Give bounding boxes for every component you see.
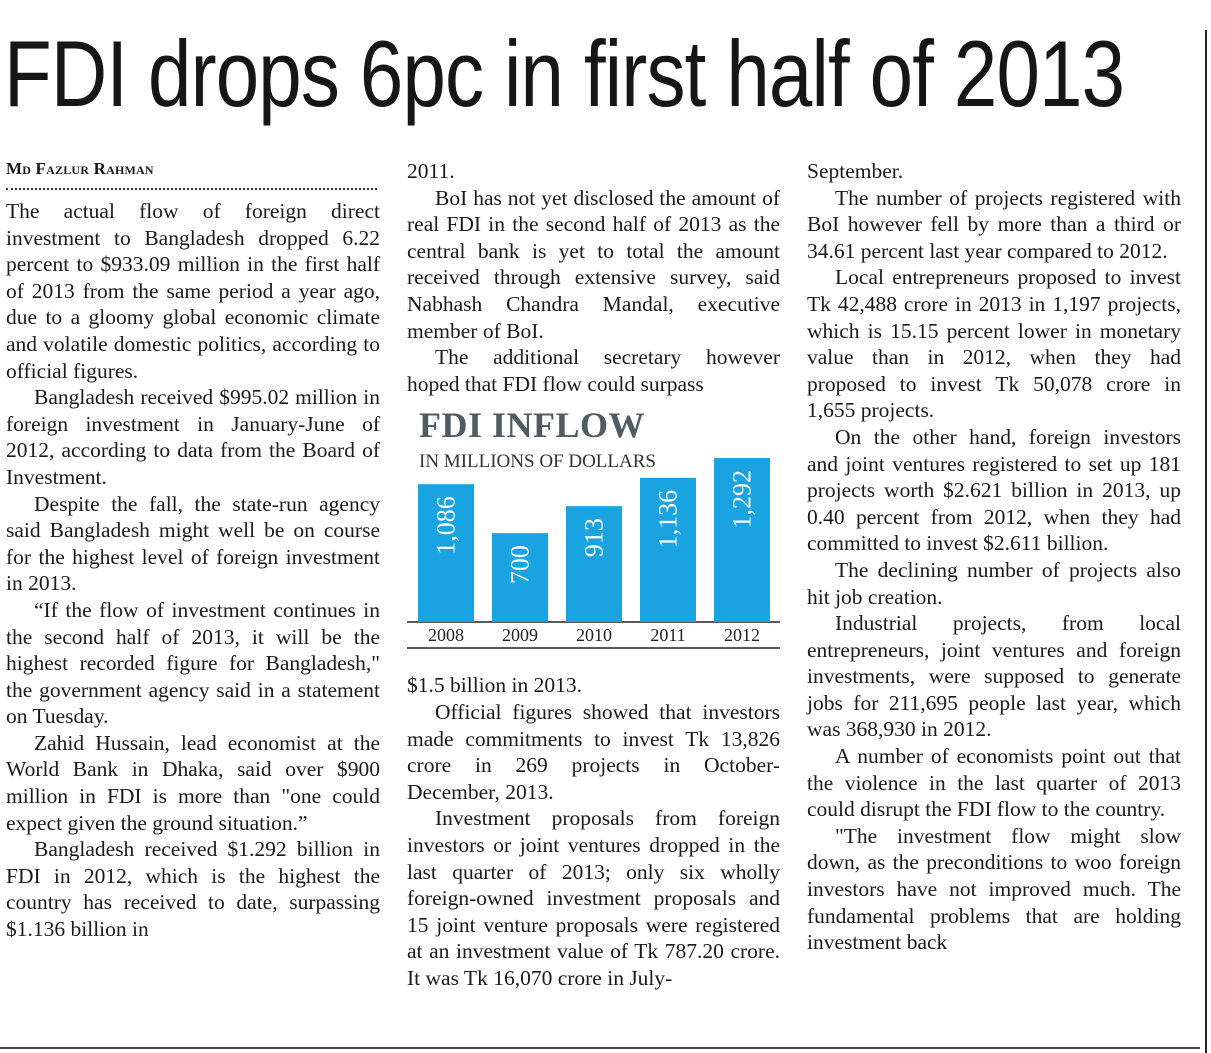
column-rule-right xyxy=(1205,30,1207,1053)
headline: FDI drops 6pc in first half of 2013 xyxy=(4,21,1125,126)
paragraph: The additional secretary however hoped that FDI flow could surpass xyxy=(407,345,780,396)
x-tick-label: 2009 xyxy=(502,625,538,646)
chart-subtitle: IN MILLIONS OF DOLLARS xyxy=(419,451,656,473)
paragraph: The declining number of projects also hit job creation. xyxy=(807,557,1181,609)
paragraph: $1.5 billion in 2013. xyxy=(407,673,582,698)
paragraph: September. xyxy=(807,159,904,183)
paragraph: The actual flow of foreign direct investment to Bangladesh dropped 6.22 percent to $933.09 million in the first half of 2013 from the same period a year ago, due to a gloomy global economic climate and volatile domestic politics, according to official figures. xyxy=(6,199,380,383)
bar-value-label: 1,136 xyxy=(653,490,683,549)
x-tick-label: 2011 xyxy=(650,625,686,646)
bar-value-label: 700 xyxy=(505,545,535,585)
x-tick-label: 2012 xyxy=(724,625,760,646)
paragraph: Industrial projects, from local entrepreneurs, joint ventures and foreign investments, were supposed to generate jobs for 211,695 people last year, which was 368,930 in 2012. xyxy=(807,611,1181,742)
x-tick-label: 2010 xyxy=(576,625,612,646)
x-tick-label: 2008 xyxy=(428,625,464,646)
paragraph: Bangladesh received $995.02 million in foreign investment in January-June of 2012, according to data from the Board of Investment. xyxy=(6,385,380,489)
bar-value-label: 1,086 xyxy=(431,496,461,556)
chart-plot xyxy=(407,405,780,660)
paragraph: 2011. xyxy=(407,159,455,183)
bar-value-label: 1,292 xyxy=(727,470,757,529)
paragraph: The number of projects registered with BoI however fell by more than a third or 34.61 percent last year compared to 2012. xyxy=(807,185,1181,263)
paragraph: Bangladesh received $1.292 billion in FDI in 2012, which is the highest the country has received to date, surpassing $1.136 billion in xyxy=(6,837,380,942)
paragraph: “If the flow of investment continues in the second half of 2013, it will be the highest recorded figure for Bangladesh," the government agency said in a statement on Tuesday. xyxy=(6,597,380,729)
paragraph: Investment proposals from foreign investors or joint ventures dropped in the last quarter of 2013; only six wholly foreign-owned investment proposals and 15 joint venture proposals were registered at an investment value of Tk 787.20 crore. It was Tk 16,070 crore in July- xyxy=(407,806,780,990)
paragraph: "The investment flow might slow down, as the preconditions to woo foreign investors have not improved much. The fundamental problems that are holding investment back xyxy=(807,823,1181,955)
article-column-3 xyxy=(807,158,1181,956)
paragraph: A number of economists point out that the violence in the last quarter of 2013 could disrupt the FDI flow to the country. xyxy=(807,744,1181,822)
article-column-2 xyxy=(407,158,780,991)
paragraph: Official figures showed that investors made commitments to invest Tk 13,826 crore in 269 projects in October-December, 2013. xyxy=(407,699,780,804)
paragraph: Zahid Hussain, lead economist at the World Bank in Dhaka, said over $900 million in FDI is more than "one could expect given the ground situation.” xyxy=(6,730,380,835)
fdi-inflow-chart xyxy=(407,405,780,660)
paragraph: BoI has not yet disclosed the amount of real FDI in the second half of 2013 as the central bank is yet to total the amount received through extensive survey, said Nabhash Chandra Mandal, executive member of BoI. xyxy=(407,185,780,343)
byline-divider xyxy=(6,188,377,190)
bottom-rule xyxy=(0,1047,1200,1049)
paragraph: On the other hand, foreign investors and joint ventures registered to set up 181 projects worth $2.621 billion in 2013, up 0.40 percent from 2012, when they had committed to invest $2.611 billion. xyxy=(807,424,1181,556)
paragraph: Despite the fall, the state-run agency said Bangladesh might well be on course for the highest level of foreign investment in 2013. xyxy=(6,491,380,596)
article-column-1 xyxy=(6,158,380,943)
paragraph: Local entrepreneurs proposed to invest Tk 42,488 crore in 2013 in 1,197 projects, which is 15.15 percent lower in monetary value than in 2012, when they had proposed to invest Tk 50,078 crore in 1,655 projects. xyxy=(807,265,1181,423)
byline: Md Fazlur Rahman xyxy=(6,159,154,178)
chart-title: FDI INFLOW xyxy=(419,405,646,446)
bar-value-label: 913 xyxy=(579,518,609,558)
